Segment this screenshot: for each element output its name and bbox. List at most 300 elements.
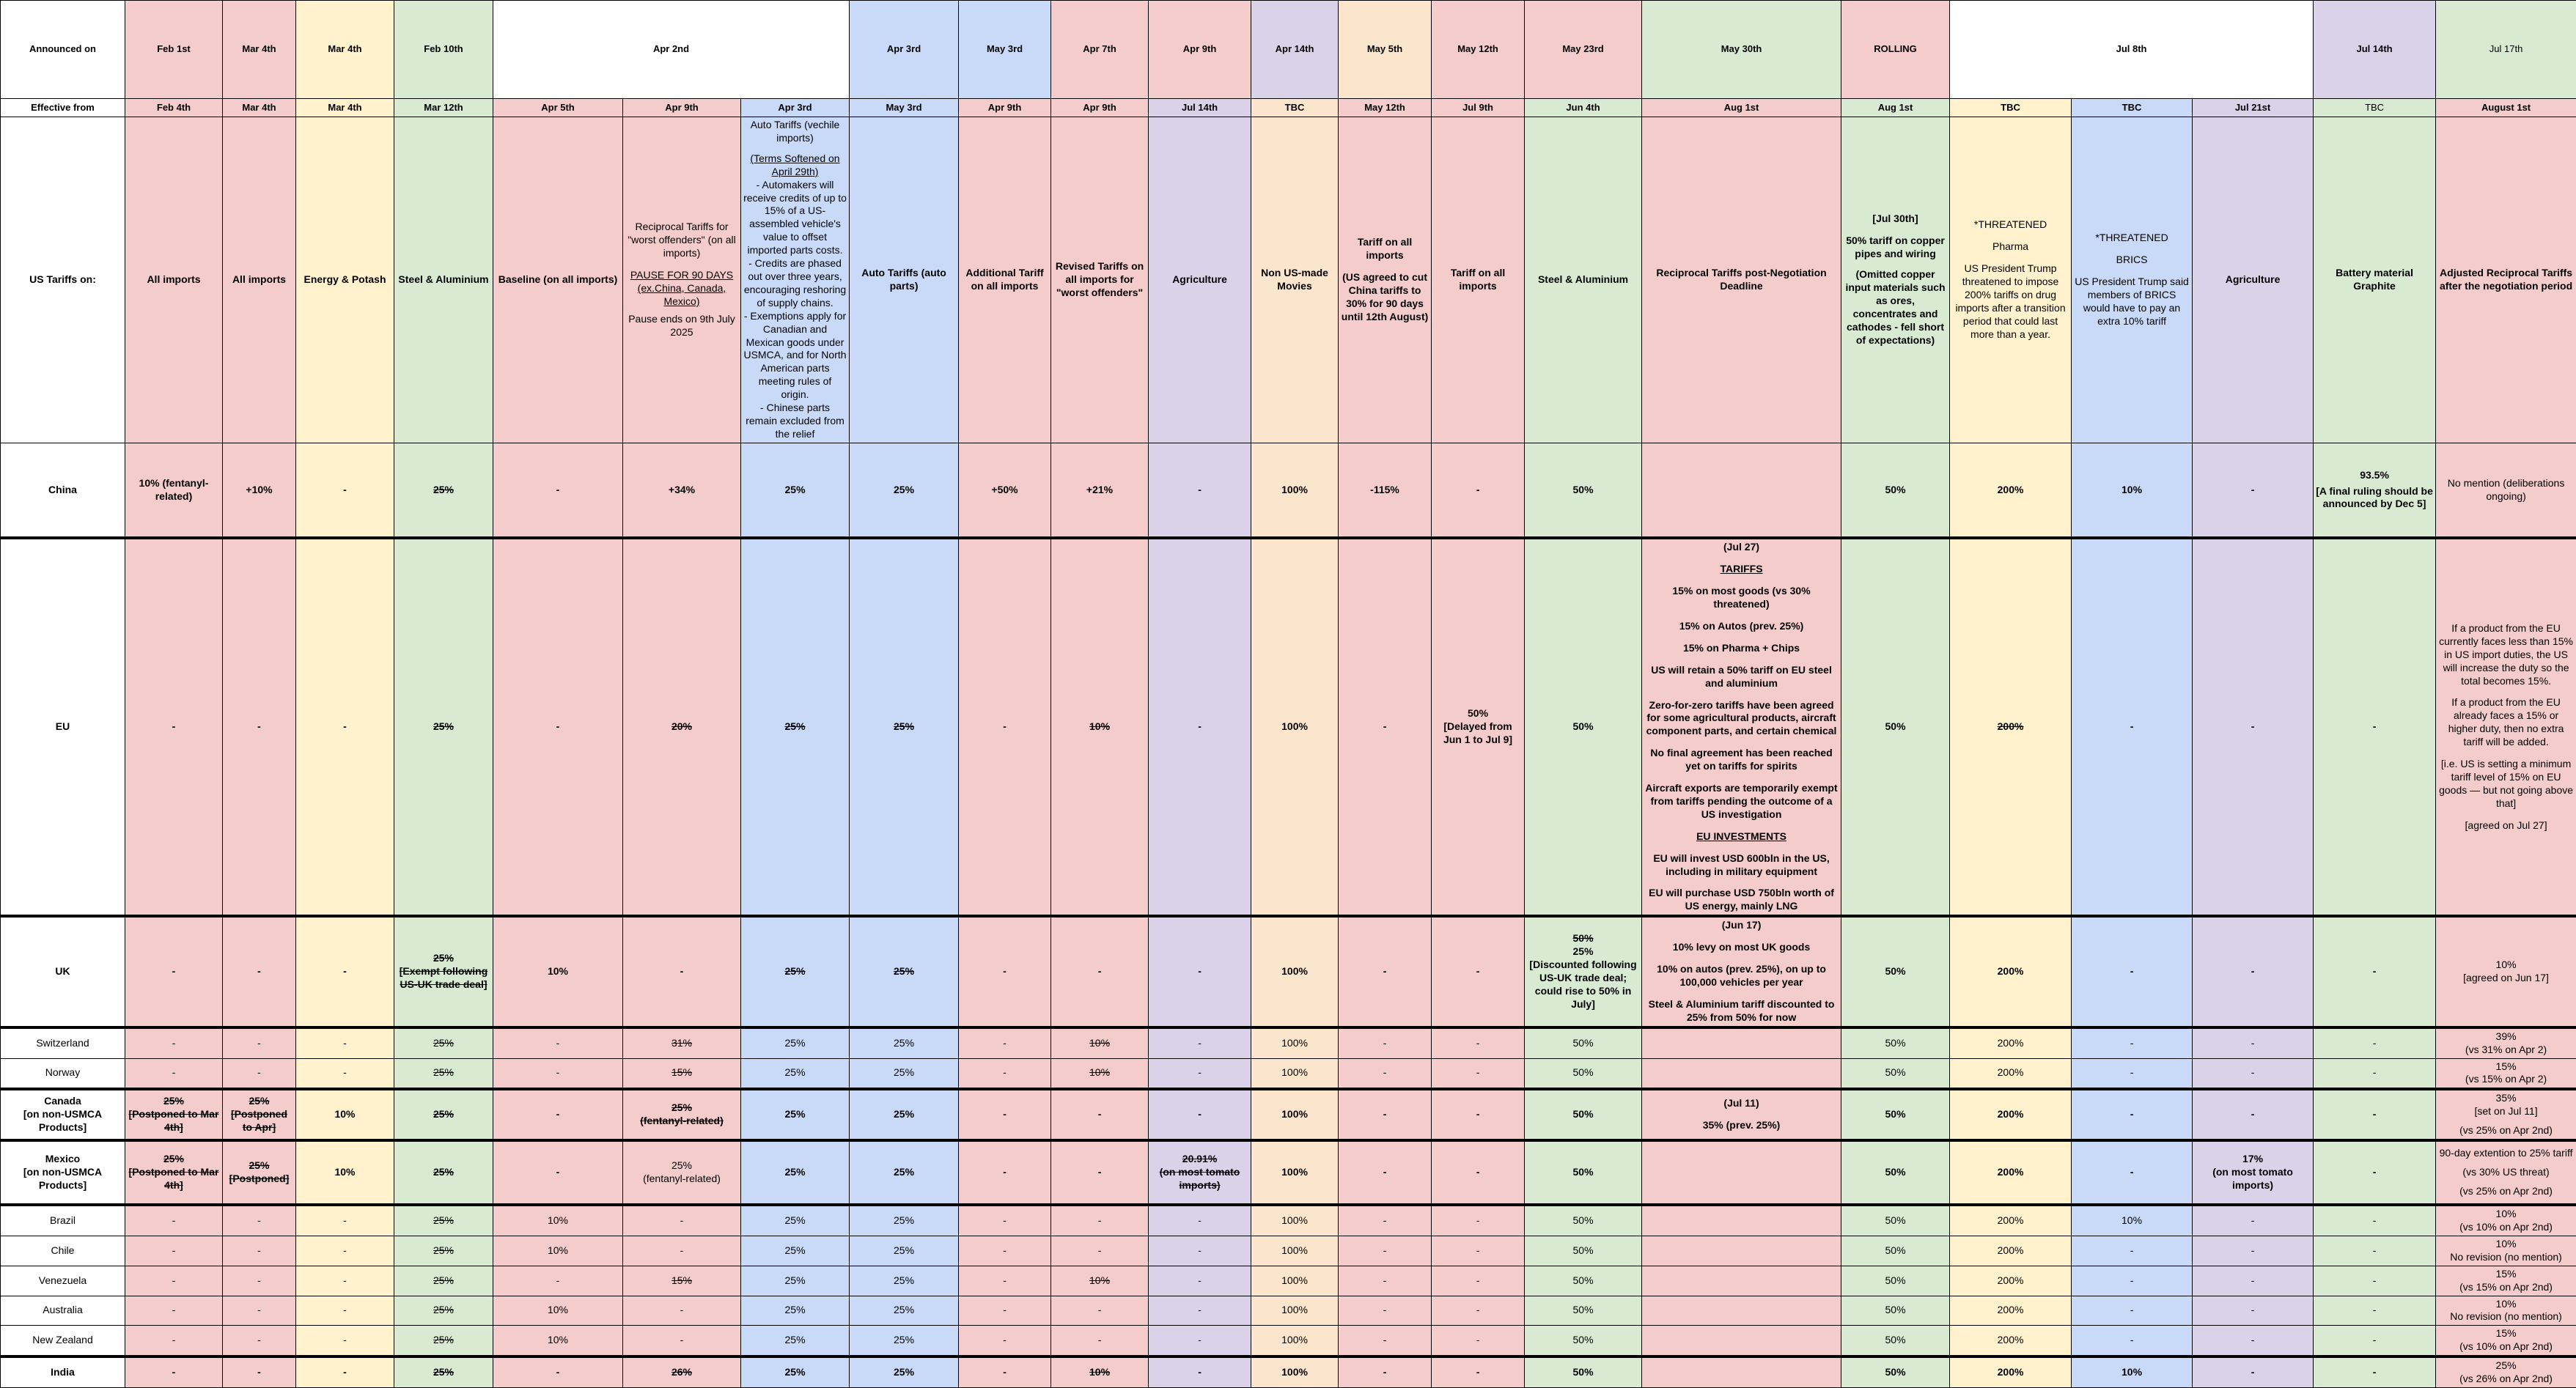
- tariff-cell: -: [1149, 1205, 1251, 1236]
- tariff-cell: 25%: [850, 1356, 959, 1387]
- effective-date: Mar 4th: [223, 99, 296, 117]
- tariff-cell: -: [1051, 1089, 1149, 1140]
- tariff-cell: 50%: [1525, 1140, 1642, 1205]
- tariff-cell: 100%: [1251, 916, 1339, 1027]
- tariff-text: [set on Jul 11]: [2438, 1105, 2574, 1118]
- table-row: [1, 1058, 2576, 1089]
- tariff-cell: 50%: [1841, 1058, 1950, 1089]
- tariff-cell: 25%: [394, 538, 493, 916]
- tariff-cell: 50%: [1841, 1205, 1950, 1236]
- subject-text: US President Trump threatened to impose 200% tariffs on drug imports after a transition period that could last more than a year.: [1952, 262, 2069, 341]
- tariff-cell: [1642, 1027, 1841, 1058]
- tariff-cell: -: [493, 1140, 623, 1205]
- tariff-cell: 10%: [493, 1326, 623, 1356]
- tariff-cell: 50%: [1841, 1266, 1950, 1296]
- tariff-cell: -: [2193, 1236, 2314, 1266]
- tariff-cell: 200%: [1950, 1140, 2072, 1205]
- effective-date: Aug 1st: [1642, 99, 1841, 117]
- subject-text: *THREATENED: [1952, 218, 2069, 232]
- tariff-cell: 25%: [850, 1296, 959, 1326]
- tariff-cell: -: [296, 916, 394, 1027]
- tariff-cell: No mention (deliberations ongoing): [2436, 443, 2576, 538]
- tariff-cell: -: [1432, 1326, 1525, 1356]
- announced-date: May 3rd: [959, 1, 1051, 99]
- tariff-cell: -: [2314, 538, 2436, 916]
- tariff-text: 35% (prev. 25%): [1644, 1119, 1839, 1132]
- tariff-cell: 50%: [1525, 1296, 1642, 1326]
- tariff-cell: -: [493, 1266, 623, 1296]
- table-row: [1, 916, 2576, 1027]
- subject-cell: [741, 117, 850, 443]
- subject-text: (Omitted copper input materials such as ores, concentrates and cathodes - fell short of expectations): [1844, 268, 1947, 347]
- tariff-cell: [2436, 1356, 2576, 1387]
- tariff-text: (vs 10% on Apr 2nd): [2438, 1340, 2574, 1354]
- tariff-cell: [2436, 1205, 2576, 1236]
- effective-label: Effective from: [1, 99, 125, 117]
- tariff-cell: -: [2193, 1266, 2314, 1296]
- tariff-cell: [1642, 1356, 1841, 1387]
- country-note: [on non-USMCA Products]: [3, 1166, 122, 1192]
- country-label: [1, 1140, 125, 1205]
- tariff-text: [Discounted following US-UK trade deal; could rise to 50% in July]: [1527, 959, 1639, 1011]
- tariff-text: 25%: [625, 1159, 738, 1173]
- tariff-cell: -: [296, 1356, 394, 1387]
- tariff-cell: [2436, 538, 2576, 916]
- tariff-text: 93.5%: [2316, 469, 2433, 482]
- tariff-text: [Postponed to Mar 4th]: [128, 1166, 220, 1192]
- announced-date: Apr 2nd: [493, 1, 850, 99]
- tariff-cell: -115%: [1339, 443, 1432, 538]
- tariff-text: [Postponed to Apr]: [225, 1108, 293, 1134]
- table-row: [1, 1027, 2576, 1058]
- tariff-cell: -: [1339, 1058, 1432, 1089]
- tariff-cell: [1642, 1058, 1841, 1089]
- tariff-cell: [223, 1140, 296, 1205]
- tariff-cell: 31%: [623, 1027, 741, 1058]
- tariff-cell: -: [493, 1058, 623, 1089]
- tariff-text: 10%: [2438, 1238, 2574, 1251]
- tariff-cell: 50%: [1841, 1356, 1950, 1387]
- subject-cell: Steel & Aluminium: [1525, 117, 1642, 443]
- country-label: New Zealand: [1, 1326, 125, 1356]
- table-row: [1, 538, 2576, 916]
- tariff-cell: 10% (fentanyl-related): [125, 443, 223, 538]
- tariff-cell: 200%: [1950, 538, 2072, 916]
- tariff-cell: 50%: [1525, 1236, 1642, 1266]
- tariff-cell: -: [623, 1296, 741, 1326]
- tariff-text: 25%: [2438, 1359, 2574, 1373]
- tariff-text: (vs 25% on Apr 2nd): [2438, 1124, 2574, 1137]
- tariff-text: [A final ruling should be announced by Dec 5]: [2316, 485, 2433, 512]
- tariff-cell: 25%: [850, 1058, 959, 1089]
- subject-cell: Baseline (on all imports): [493, 117, 623, 443]
- tariff-cell: -: [296, 1205, 394, 1236]
- tariff-cell: -: [1149, 1089, 1251, 1140]
- tariff-cell: 10%: [296, 1089, 394, 1140]
- tariff-cell: -: [2072, 1140, 2193, 1205]
- tariff-cell: -: [2314, 1356, 2436, 1387]
- tariff-cell: 100%: [1251, 1266, 1339, 1296]
- tariff-cell: -: [2193, 1058, 2314, 1089]
- tariff-cell: 100%: [1251, 1236, 1339, 1266]
- subject-text: Pause ends on 9th July 2025: [625, 313, 738, 339]
- tariff-text: No revision (no mention): [2438, 1251, 2574, 1264]
- tariff-cell: 25%: [394, 1058, 493, 1089]
- tariff-text: (vs 10% on Apr 2nd): [2438, 1221, 2574, 1234]
- table-row: [1, 1296, 2576, 1326]
- tariff-text: (vs 15% on Apr 2): [2438, 1073, 2574, 1086]
- tariff-cell: -: [223, 1266, 296, 1296]
- tariff-cell: -: [223, 1027, 296, 1058]
- tariff-cell: -: [623, 916, 741, 1027]
- tariff-text: 15%: [2438, 1268, 2574, 1281]
- tariff-cell: 25%: [394, 1236, 493, 1266]
- announced-date: Apr 3rd: [850, 1, 959, 99]
- tariff-cell: 50%: [1841, 443, 1950, 538]
- tariff-cell: -: [1149, 1296, 1251, 1326]
- tariff-text: 90-day extention to 25% tariff: [2438, 1147, 2574, 1160]
- subject-cell: Energy & Potash: [296, 117, 394, 443]
- tariff-cell: -: [1149, 1266, 1251, 1296]
- tariff-text: 35%: [2438, 1092, 2574, 1105]
- tariff-cell: -: [2193, 538, 2314, 916]
- tariff-text: [agreed on Jul 27]: [2438, 819, 2574, 833]
- tariff-cell: [125, 1140, 223, 1205]
- country-label: Australia: [1, 1296, 125, 1326]
- tariff-cell: -: [623, 1326, 741, 1356]
- announced-date: Feb 10th: [394, 1, 493, 99]
- country-label: UK: [1, 916, 125, 1027]
- tariff-text: [Exempt following US-UK trade deal]: [397, 965, 490, 992]
- tariff-cell: [2436, 1266, 2576, 1296]
- tariff-cell: -: [1051, 1326, 1149, 1356]
- subject-text: (US agreed to cut China tariffs to 30% for 90 days until 12th August): [1341, 271, 1429, 324]
- effective-date: Jul 14th: [1149, 99, 1251, 117]
- tariff-cell: +34%: [623, 443, 741, 538]
- tariff-cell: 100%: [1251, 1140, 1339, 1205]
- tariff-cell: 10%: [1051, 538, 1149, 916]
- tariff-text: 20.91%: [1151, 1153, 1248, 1166]
- tariff-cell: -: [2193, 916, 2314, 1027]
- tariff-text: 10% on autos (prev. 25%), on up to 100,000 vehicles per year: [1644, 963, 1839, 989]
- tariff-text: EU will purchase USD 750bln worth of US energy, mainly LNG: [1644, 887, 1839, 913]
- tariff-cell: -: [2193, 1205, 2314, 1236]
- tariff-cell: -: [959, 916, 1051, 1027]
- tariff-cell: -: [1149, 1058, 1251, 1089]
- tariff-cell: 25%: [394, 1027, 493, 1058]
- subject-cell: Revised Tariffs on all imports for "worst offenders": [1051, 117, 1149, 443]
- tariff-cell: -: [959, 1356, 1051, 1387]
- tariff-cell: [2436, 1089, 2576, 1140]
- subject-row: [1, 117, 2576, 443]
- tariff-text: [Postponed to Mar 4th]: [128, 1108, 220, 1134]
- tariff-cell: -: [1149, 443, 1251, 538]
- subject-cell: Additional Tariff on all imports: [959, 117, 1051, 443]
- tariff-cell: 100%: [1251, 1027, 1339, 1058]
- tariff-text: 15%: [2438, 1327, 2574, 1340]
- tariff-cell: -: [2193, 443, 2314, 538]
- tariff-cell: -: [1339, 916, 1432, 1027]
- tariff-cell: [1642, 1266, 1841, 1296]
- country-label: Venezuela: [1, 1266, 125, 1296]
- tariff-cell: 100%: [1251, 1356, 1339, 1387]
- subject-cell: Non US-made Movies: [1251, 117, 1339, 443]
- tariff-cell: -: [1432, 1296, 1525, 1326]
- announced-date: May 23rd: [1525, 1, 1642, 99]
- tariff-cell: -: [1051, 1296, 1149, 1326]
- tariff-cell: -: [2072, 916, 2193, 1027]
- tariff-cell: 25%: [741, 1236, 850, 1266]
- tariff-text: 25%: [128, 1153, 220, 1166]
- tariff-cell: -: [1432, 1058, 1525, 1089]
- tariff-cell: -: [1149, 916, 1251, 1027]
- subject-cell: [2072, 117, 2193, 443]
- tariff-cell: -: [1432, 443, 1525, 538]
- tariff-text: (vs 31% on Apr 2): [2438, 1044, 2574, 1057]
- tariff-cell: -: [2314, 1140, 2436, 1205]
- tariff-cell: -: [1339, 1266, 1432, 1296]
- tariff-cell: -: [296, 1027, 394, 1058]
- tariff-cell: [1525, 916, 1642, 1027]
- tariff-cell: -: [1432, 1140, 1525, 1205]
- tariff-cell: -: [1432, 1089, 1525, 1140]
- tariff-cell: 200%: [1950, 1296, 2072, 1326]
- tariff-cell: [1642, 1205, 1841, 1236]
- tariff-cell: -: [1149, 538, 1251, 916]
- announced-date: Mar 4th: [223, 1, 296, 99]
- table-row: [1, 1266, 2576, 1296]
- tariff-text: [i.e. US is setting a minimum tariff level of 15% on EU goods — but not going above that]: [2438, 758, 2574, 811]
- tariff-cell: +50%: [959, 443, 1051, 538]
- announced-date: Jul 8th: [1950, 1, 2314, 99]
- tariff-cell: -: [1339, 1027, 1432, 1058]
- effective-date: Jun 4th: [1525, 99, 1642, 117]
- subject-text: Tariff on all imports: [1341, 236, 1429, 262]
- tariff-cell: 25%: [394, 1326, 493, 1356]
- tariff-cell: 100%: [1251, 1326, 1339, 1356]
- tariff-cell: -: [125, 1236, 223, 1266]
- tariff-cell: -: [1339, 1356, 1432, 1387]
- tariff-cell: 25%: [850, 1326, 959, 1356]
- tariff-cell: -: [2072, 1266, 2193, 1296]
- effective-date: May 3rd: [850, 99, 959, 117]
- country-label: Brazil: [1, 1205, 125, 1236]
- tariff-text: 25%: [625, 1101, 738, 1115]
- tariff-text: If a product from the EU currently faces less than 15% in US import duties, the US will increase the duty so the total becomes 15%.: [2438, 622, 2574, 688]
- tariff-cell: [623, 1089, 741, 1140]
- country-label: EU: [1, 538, 125, 916]
- tariff-cell: -: [959, 1027, 1051, 1058]
- country-label: India: [1, 1356, 125, 1387]
- announced-date: May 12th: [1432, 1, 1525, 99]
- announced-date: May 5th: [1339, 1, 1432, 99]
- tariff-cell: [2314, 443, 2436, 538]
- tariff-cell: 100%: [1251, 443, 1339, 538]
- tariff-cell: 200%: [1950, 1326, 2072, 1356]
- tariff-text: No revision (no mention): [2438, 1310, 2574, 1324]
- tariff-cell: 50%: [1525, 538, 1642, 916]
- tariff-cell: 100%: [1251, 1058, 1339, 1089]
- tariff-cell: 10%: [493, 1236, 623, 1266]
- tariff-cell: 25%: [741, 1356, 850, 1387]
- tariff-text: 15% on Autos (prev. 25%): [1644, 620, 1839, 633]
- effective-date: Jul 21st: [2193, 99, 2314, 117]
- subject-cell: [623, 117, 741, 443]
- tariff-cell: -: [959, 1266, 1051, 1296]
- tariff-text: (Jul 27): [1644, 541, 1839, 554]
- tariff-cell: 50%: [1525, 1266, 1642, 1296]
- announced-row: [1, 1, 2576, 99]
- tariff-cell: -: [2072, 538, 2193, 916]
- subject-text: BRICS: [2074, 254, 2190, 267]
- tariff-cell: 100%: [1251, 1205, 1339, 1236]
- subject-text: Pharma: [1952, 240, 2069, 254]
- tariff-cell: -: [296, 443, 394, 538]
- tariff-cell: 10%: [2072, 1205, 2193, 1236]
- tariff-cell: 50%: [1841, 1326, 1950, 1356]
- tariff-cell: 25%: [741, 1058, 850, 1089]
- tariff-cell: [1432, 538, 1525, 916]
- tariff-cell: 25%: [741, 1266, 850, 1296]
- tariff-cell: -: [1339, 1326, 1432, 1356]
- tariff-text: EU INVESTMENTS: [1644, 830, 1839, 843]
- tariff-cell: 25%: [850, 1266, 959, 1296]
- tariff-cell: 25%: [394, 1296, 493, 1326]
- effective-date: TBC: [2314, 99, 2436, 117]
- tariff-cell: 25%: [850, 1027, 959, 1058]
- tariff-cell: +21%: [1051, 443, 1149, 538]
- subject-text: - Credits are phased out over three years, encouraging reshoring of supply chains.: [743, 257, 847, 310]
- tariff-cell: -: [2314, 1027, 2436, 1058]
- tariff-cell: -: [1339, 1089, 1432, 1140]
- tariff-cell: -: [1339, 1205, 1432, 1236]
- tariff-text: US will retain a 50% tariff on EU steel and aluminium: [1644, 664, 1839, 690]
- subject-cell: [2314, 117, 2436, 443]
- tariff-cell: -: [296, 1266, 394, 1296]
- tariff-cell: -: [2072, 1236, 2193, 1266]
- tariff-cell: 25%: [394, 1266, 493, 1296]
- tariff-cell: -: [125, 1296, 223, 1326]
- tariff-cell: [1642, 1089, 1841, 1140]
- subject-text: US President Trump said members of BRICS would have to pay an extra 10% tariff: [2074, 276, 2190, 328]
- tariff-text: (Jul 11): [1644, 1097, 1839, 1110]
- tariff-cell: -: [493, 1356, 623, 1387]
- tariff-cell: 50%: [1525, 1205, 1642, 1236]
- tariff-cell: -: [1432, 1266, 1525, 1296]
- tariff-cell: -: [2193, 1027, 2314, 1058]
- subject-text: PAUSE FOR 90 DAYS (ex.China, Canada, Mexico): [625, 269, 738, 309]
- tariff-cell: 10%: [493, 1296, 623, 1326]
- effective-date: May 12th: [1339, 99, 1432, 117]
- tariff-cell: [2436, 1058, 2576, 1089]
- subject-cell: Agriculture: [2193, 117, 2314, 443]
- tariff-text: No final agreement has been reached yet on tariffs for spirits: [1644, 747, 1839, 773]
- tariff-text: 15% on Pharma + Chips: [1644, 642, 1839, 655]
- tariff-cell: -: [959, 1236, 1051, 1266]
- tariff-cell: -: [1432, 1027, 1525, 1058]
- tariff-text: [Delayed from Jun 1 to Jul 9]: [1434, 720, 1522, 747]
- announced-date: Mar 4th: [296, 1, 394, 99]
- tariff-cell: 100%: [1251, 1089, 1339, 1140]
- table-row: [1, 1205, 2576, 1236]
- tariff-text: Aircraft exports are temporarily exempt from tariffs pending the outcome of a US investigation: [1644, 782, 1839, 822]
- tariff-cell: 10%: [1051, 1356, 1149, 1387]
- tariff-cell: [2436, 1236, 2576, 1266]
- effective-date: Mar 4th: [296, 99, 394, 117]
- subject-text: [Jul 30th]: [1844, 213, 1947, 226]
- tariff-cell: 10%: [2072, 1356, 2193, 1387]
- effective-date: August 1st: [2436, 99, 2576, 117]
- tariff-cell: -: [223, 916, 296, 1027]
- tariff-cell: 200%: [1950, 1027, 2072, 1058]
- tariff-cell: -: [1149, 1027, 1251, 1058]
- tariff-cell: -: [2193, 1326, 2314, 1356]
- tariff-cell: 200%: [1950, 1266, 2072, 1296]
- tariff-cell: -: [2314, 916, 2436, 1027]
- subject-cell: All imports: [223, 117, 296, 443]
- announced-date: ROLLING: [1841, 1, 1950, 99]
- tariff-cell: -: [959, 1140, 1051, 1205]
- tariff-cell: [394, 916, 493, 1027]
- tariff-cell: -: [2314, 1326, 2436, 1356]
- tariff-cell: [1149, 1140, 1251, 1205]
- tariff-cell: 200%: [1950, 443, 2072, 538]
- subject-cell: Agriculture: [1149, 117, 1251, 443]
- announced-date: Apr 7th: [1051, 1, 1149, 99]
- tariff-cell: 50%: [1841, 1236, 1950, 1266]
- effective-date: TBC: [1251, 99, 1339, 117]
- subject-cell: [1339, 117, 1432, 443]
- tariff-cell: -: [296, 538, 394, 916]
- country-name: Canada: [3, 1095, 122, 1108]
- tariff-cell: 100%: [1251, 1296, 1339, 1326]
- effective-date: Apr 9th: [1051, 99, 1149, 117]
- tariff-cell: [2193, 1140, 2314, 1205]
- effective-date: TBC: [2072, 99, 2193, 117]
- subject-cell: Reciprocal Tariffs post-Negotiation Deadline: [1642, 117, 1841, 443]
- subject-cell: Auto Tariffs (auto parts): [850, 117, 959, 443]
- tariffs-on-label: US Tariffs on:: [1, 117, 125, 443]
- tariff-cell: 25%: [850, 1089, 959, 1140]
- tariff-cell: 25%: [394, 1356, 493, 1387]
- announced-date: Apr 9th: [1149, 1, 1251, 99]
- tariff-cell: 10%: [1051, 1027, 1149, 1058]
- tariff-cell: -: [1051, 1140, 1149, 1205]
- tariff-cell: -: [296, 1236, 394, 1266]
- tariff-cell: 25%: [741, 1089, 850, 1140]
- tariff-cell: -: [623, 1205, 741, 1236]
- tariff-cell: [2436, 1140, 2576, 1205]
- table-row: [1, 1356, 2576, 1387]
- subject-text: Auto Tariffs (vechile imports): [743, 119, 847, 145]
- effective-date: Jul 9th: [1432, 99, 1525, 117]
- tariff-cell: -: [959, 1089, 1051, 1140]
- tariff-text: 39%: [2438, 1030, 2574, 1044]
- tariff-cell: -: [125, 538, 223, 916]
- tariff-cell: 50%: [1841, 1296, 1950, 1326]
- tariff-cell: 25%: [850, 1140, 959, 1205]
- tariff-cell: 15%: [623, 1058, 741, 1089]
- tariff-cell: -: [125, 1326, 223, 1356]
- tariff-cell: -: [223, 1326, 296, 1356]
- tariff-cell: -: [1149, 1236, 1251, 1266]
- effective-date: Apr 5th: [493, 99, 623, 117]
- tariff-cell: -: [493, 1089, 623, 1140]
- effective-date: Feb 4th: [125, 99, 223, 117]
- tariff-text: 10%: [2438, 1208, 2574, 1221]
- tariff-cell: [2436, 1027, 2576, 1058]
- tariff-cell: -: [1339, 1140, 1432, 1205]
